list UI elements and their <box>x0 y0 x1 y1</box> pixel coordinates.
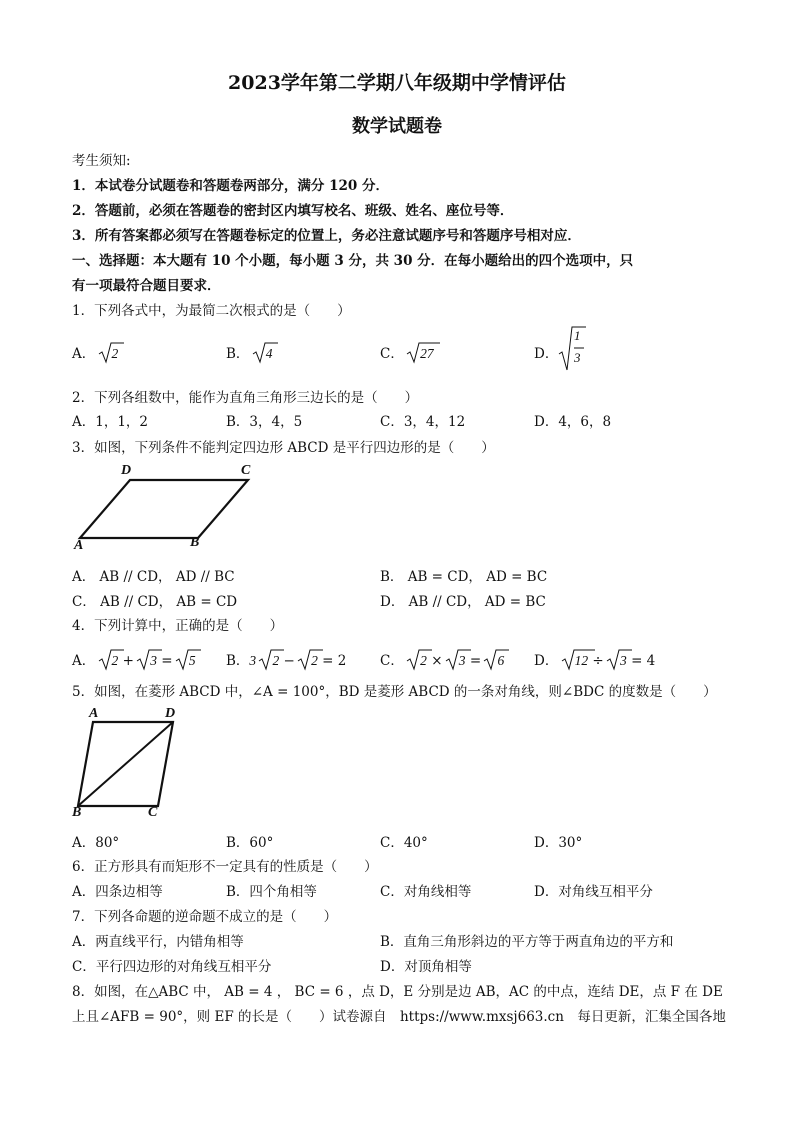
q4-option-d: D． 12 ÷ 3 = 4 <box>534 649 655 669</box>
q7-option-a: A．两直线平行，内错角相等 <box>72 934 244 950</box>
q2-option-a: A．1，1，2 <box>72 414 149 430</box>
notice-item-1: 1．本试卷分试题卷和答题卷两部分，满分 120 分． <box>72 178 389 194</box>
q3-parallelogram-figure <box>70 458 260 558</box>
q7-option-b: B．直角三角形斜边的平方等于两直角边的平方和 <box>380 934 674 950</box>
section-heading-line-1: 一、选择题：本大题有 10 个小题，每小题 3 分，共 30 分．在每小题给出的四个选项中，只 <box>72 253 634 269</box>
q4-stem: 4．下列计算中，正确的是（ ） <box>72 618 284 634</box>
q1-option-c: C． 27 <box>380 342 434 362</box>
q2-option-c: C．3，4，12 <box>380 414 466 430</box>
q8-stem-line-2: 上且∠AFB = 90°，则 EF 的长是（ ）试卷源自 https://www.mxsj663.cn 每日更新，汇集全国各地 <box>72 1009 726 1025</box>
q5-stem: 5．如图，在菱形 ABCD 中，∠A = 100°，BD 是菱形 ABCD 的一条对角线，则∠BDC 的度数是（ ） <box>72 684 717 700</box>
q5-option-d: D．30° <box>534 835 583 851</box>
q4-option-a: A． 2 + 3 = 5 <box>72 649 196 669</box>
q6-option-b: B．四个角相等 <box>226 884 317 900</box>
q3-label-a: A <box>74 538 84 553</box>
q6-option-d: D．对角线互相平分 <box>534 884 653 900</box>
q3-option-a: A． AB // CD， AD // BC <box>72 569 235 585</box>
q8-stem-line-1: 8．如图，在△ABC 中， AB = 4 ， BC = 6 ，点 D，E 分别是边 AB，AC 的中点，连结 DE，点 F 在 DE <box>72 984 723 1000</box>
q1-option-d-radical <box>558 326 588 372</box>
q1-d-denominator: 3 <box>574 350 581 365</box>
q5-option-b: B．60° <box>226 835 274 851</box>
q4-option-b: B．3 2 − 2 = 2 <box>226 649 346 669</box>
page-subtitle: 数学试题卷 <box>352 116 442 137</box>
q3-label-b: B <box>190 535 200 550</box>
q2-option-d: D．4，6，8 <box>534 414 612 430</box>
q5-label-a: A <box>89 706 99 721</box>
q3-stem: 3．如图，下列条件不能判定四边形 ABCD 是平行四边形的是（ ） <box>72 440 495 456</box>
q1-option-a: A． 2 <box>72 342 118 362</box>
q2-stem: 2．下列各组数中，能作为直角三角形三边长的是（ ） <box>72 390 419 406</box>
notice-item-2: 2．答题前，必须在答题卷的密封区内填写校名、班级、姓名、座位号等． <box>72 203 514 219</box>
q5-label-d: D <box>165 706 176 721</box>
q3-label-d: D <box>121 463 132 478</box>
q5-label-c: C <box>148 805 158 820</box>
q3-option-c: C． AB // CD， AB = CD <box>72 594 238 610</box>
q3-option-d: D． AB // CD， AD = BC <box>380 594 546 610</box>
q5-option-c: C．40° <box>380 835 428 851</box>
q2-option-b: B．3，4，5 <box>226 414 303 430</box>
section-heading-line-2: 有一项最符合题目要求． <box>72 278 221 294</box>
q5-option-a: A．80° <box>72 835 120 851</box>
q1-option-d: D． <box>534 346 559 362</box>
q5-rhombus-figure <box>70 712 190 822</box>
q6-option-a: A．四条边相等 <box>72 884 163 900</box>
q1-stem: 1．下列各式中，为最简二次根式的是（ ） <box>72 303 351 319</box>
q3-option-b: B． AB = CD， AD = BC <box>380 569 548 585</box>
q1-d-numerator: 1 <box>574 328 581 343</box>
notice-heading: 考生须知: <box>72 153 131 169</box>
q6-stem: 6．正方形具有而矩形不一定具有的性质是（ ） <box>72 859 378 875</box>
q3-label-c: C <box>241 463 251 478</box>
q7-option-d: D．对顶角相等 <box>380 959 472 975</box>
notice-item-3: 3．所有答案都必须写在答题卷标定的位置上，务必注意试题序号和答题序号相对应． <box>72 228 581 244</box>
q5-label-b: B <box>72 805 82 820</box>
page-title: 2023学年第二学期八年级期中学情评估 <box>228 72 566 94</box>
q4-option-c: C． 2 × 3 = 6 <box>380 649 504 669</box>
q1-option-b: B． 4 <box>226 342 272 362</box>
q7-stem: 7．下列各命题的逆命题不成立的是（ ） <box>72 909 338 925</box>
q7-option-c: C．平行四边形的对角线互相平分 <box>72 959 272 975</box>
q6-option-c: C．对角线相等 <box>380 884 472 900</box>
